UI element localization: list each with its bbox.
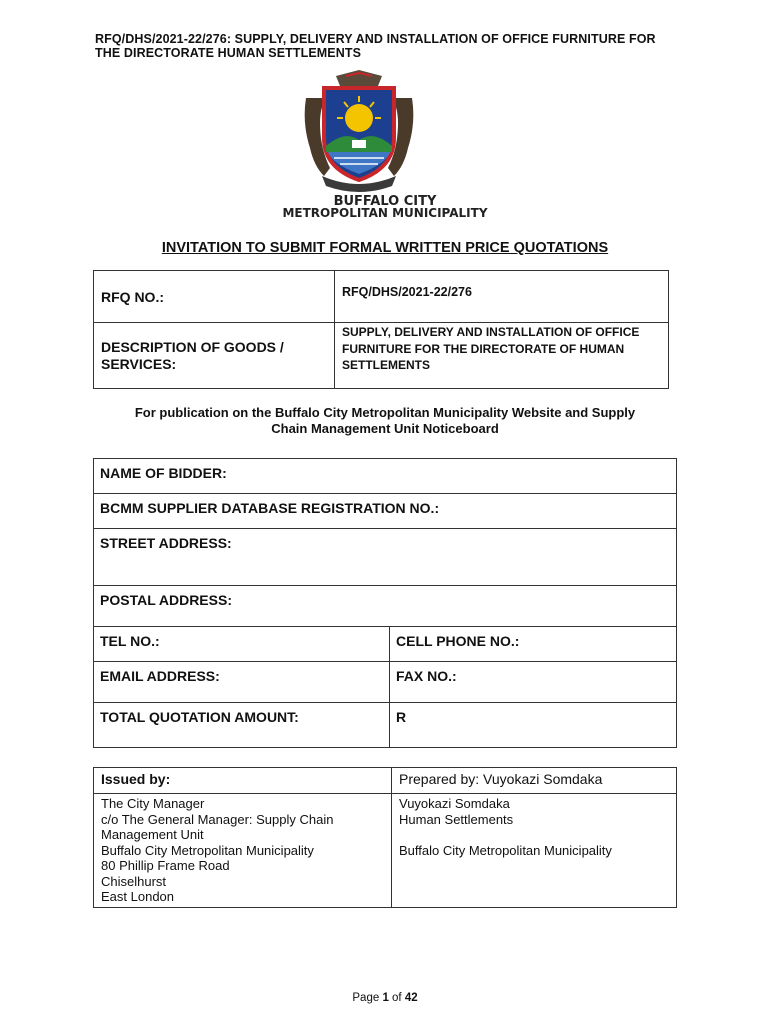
supplier-registration-field[interactable]: BCMM SUPPLIER DATABASE REGISTRATION NO.: bbox=[94, 494, 677, 529]
publication-notice-line-2: Chain Management Unit Noticeboard bbox=[271, 421, 499, 436]
fax-number-field[interactable]: FAX NO.: bbox=[390, 662, 677, 703]
municipality-name-line-1: BUFFALO CITY bbox=[333, 194, 437, 209]
description-label-line-1: DESCRIPTION OF GOODS / bbox=[101, 339, 284, 355]
issuer-line: Management Unit bbox=[101, 827, 204, 842]
municipality-name-line-2: METROPOLITAN MUNICIPALITY bbox=[282, 206, 488, 220]
issuer-address bbox=[94, 794, 392, 908]
cell-phone-field[interactable]: CELL PHONE NO.: bbox=[390, 627, 677, 662]
description-label-line-2: SERVICES: bbox=[101, 356, 177, 372]
postal-address-field[interactable]: POSTAL ADDRESS: bbox=[94, 586, 677, 627]
issuer-line: East London bbox=[101, 889, 175, 904]
preparer-line: Vuyokazi Somdaka bbox=[399, 796, 510, 811]
description-value-line-2: FURNITURE FOR THE DIRECTORATE OF HUMAN bbox=[342, 341, 625, 356]
page-footer bbox=[0, 992, 770, 1004]
page-title: INVITATION TO SUBMIT FORMAL WRITTEN PRICE QUOTATIONS bbox=[161, 240, 609, 256]
page-label: Page bbox=[352, 992, 383, 1004]
page-total: 42 bbox=[404, 992, 418, 1004]
rfq-number-label: RFQ NO.: bbox=[94, 271, 335, 323]
email-address-field[interactable]: EMAIL ADDRESS: bbox=[94, 662, 390, 703]
rfq-details-table bbox=[93, 270, 669, 389]
total-quotation-amount-field[interactable]: R bbox=[390, 703, 677, 748]
bidder-name-field[interactable]: NAME OF BIDDER: bbox=[94, 459, 677, 494]
bidder-details-form bbox=[93, 458, 677, 748]
description-label bbox=[94, 323, 335, 389]
issued-by-table bbox=[93, 767, 677, 908]
document-header-line-1: RFQ/DHS/2021-22/276: SUPPLY, DELIVERY AND INSTALLATION OF OFFICE FURNITURE FOR bbox=[95, 32, 656, 46]
publication-notice bbox=[95, 405, 675, 437]
issuer-line: The City Manager bbox=[101, 796, 205, 811]
street-address-field[interactable]: STREET ADDRESS: bbox=[94, 529, 677, 586]
description-value-line-1: SUPPLY, DELIVERY AND INSTALLATION OF OFFICE bbox=[342, 325, 640, 339]
municipal-crest-icon bbox=[300, 68, 418, 194]
preparer-line: Human Settlements bbox=[399, 811, 514, 827]
preparer-details bbox=[392, 794, 677, 908]
issuer-line: Chiselhurst bbox=[101, 873, 167, 889]
description-value bbox=[335, 323, 669, 389]
preparer-line bbox=[399, 827, 669, 843]
issued-by-label: Issued by: bbox=[94, 768, 392, 794]
page-number: 1 bbox=[382, 992, 389, 1004]
page-of-label: of bbox=[388, 992, 405, 1004]
total-quotation-label: TOTAL QUOTATION AMOUNT: bbox=[94, 703, 390, 748]
description-value-line-3: SETTLEMENTS bbox=[342, 358, 431, 372]
rfq-number-value: RFQ/DHS/2021-22/276 bbox=[335, 271, 669, 323]
document-header-line-2: THE DIRECTORATE HUMAN SETTLEMENTS bbox=[95, 46, 362, 60]
issuer-line: c/o The General Manager: Supply Chain bbox=[101, 811, 334, 827]
issuer-line: Buffalo City Metropolitan Municipality bbox=[101, 842, 314, 858]
preparer-line: Buffalo City Metropolitan Municipality bbox=[399, 842, 612, 858]
publication-notice-line-1: For publication on the Buffalo City Metropolitan Municipality Website and Supply bbox=[134, 405, 636, 420]
prepared-by-label: Prepared by: Vuyokazi Somdaka bbox=[392, 768, 677, 794]
tel-number-field[interactable]: TEL NO.: bbox=[94, 627, 390, 662]
issuer-line: 80 Phillip Frame Road bbox=[101, 858, 230, 873]
